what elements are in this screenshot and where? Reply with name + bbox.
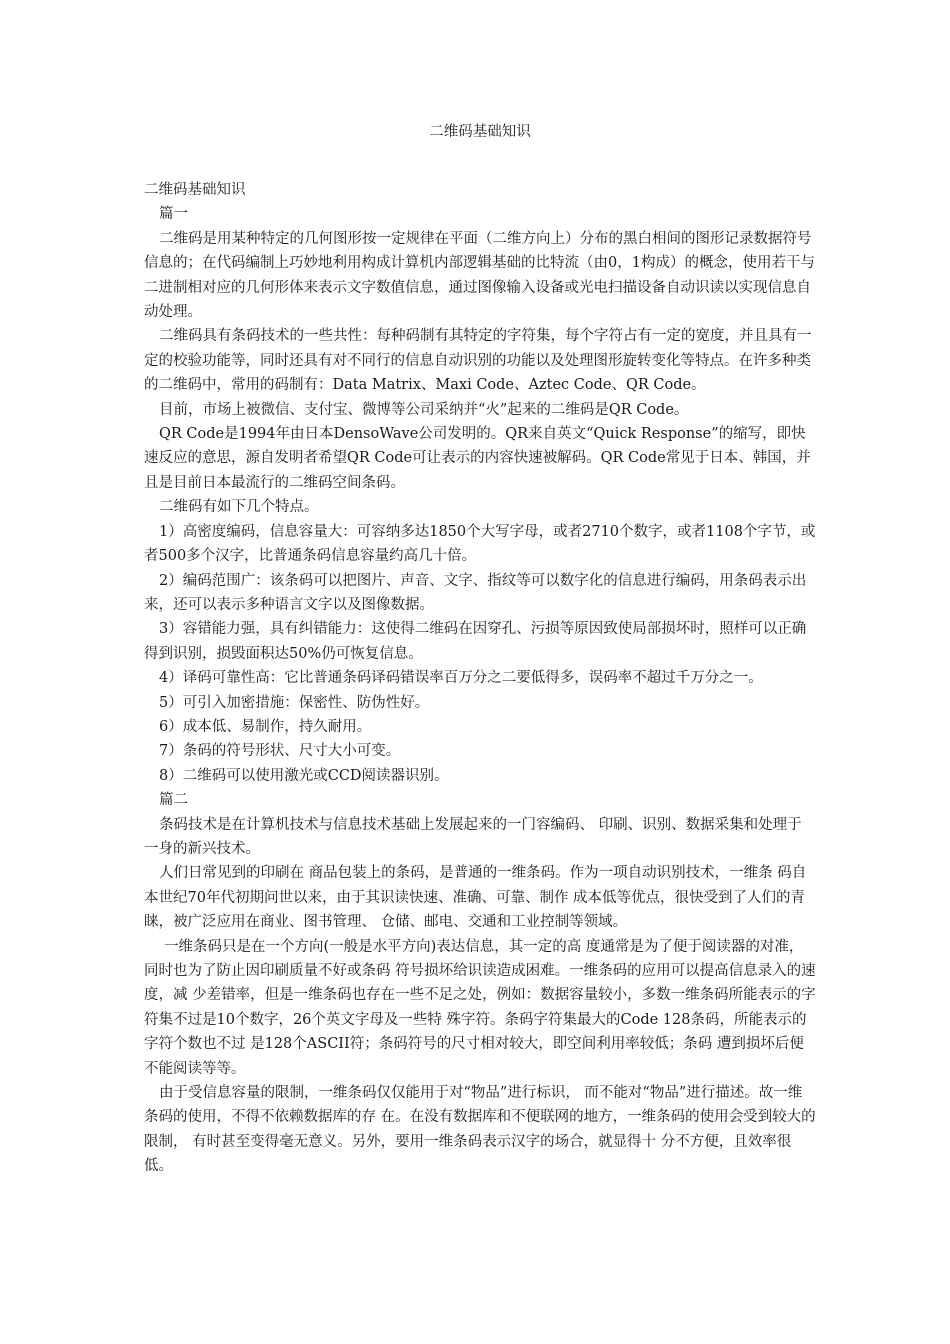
paragraph-1d-barcode: 人们日常见到的印刷在 商品包装上的条码，是普通的一维条码。作为一项自动识别技术，一维条 码自本世纪70年代初期问世以来，由于其识读快速、准确、可靠、制作 成本低等优点，很快受到了人们的青睐，被广泛应用在商业、图书管理、 仓储、邮电、交通和工业控制等领域。 xyxy=(144,865,807,931)
feature-item-3: 3）容错能力强，具有纠错能力：这使得二维码在因穿孔、污损等原因致使局部损坏时，照样可以正确得到识别，损毁面积达50%仍可恢复信息。 xyxy=(144,621,807,662)
feature-item-7: 7）条码的符号形状、尺寸大小可变。 xyxy=(159,743,401,760)
paragraph-barcode-tech: 条码技术是在计算机技术与信息技术基础上发展起来的一门容编码、 印刷、识别、数据采集和处理于一身的新兴技术。 xyxy=(144,816,802,857)
section-heading: 二维码基础知识 xyxy=(144,182,246,198)
feature-item-6: 6）成本低、易制作，持久耐用。 xyxy=(159,718,372,735)
feature-item-8: 8）二维码可以使用激光或CCD阅读器识别。 xyxy=(159,767,449,784)
document-page xyxy=(144,120,816,1179)
paragraph-features-intro: 二维码有如下几个特点。 xyxy=(159,499,319,516)
paragraph-1d-limitations: 一维条码只是在一个方向(一般是水平方向)表达信息，其一定的高 度通常是为了便于阅读器的对准，同时也为了防止因印刷质量不好或条码 符号损坏给识读造成困难。一维条码的应用可以提高信息录入的速度，减 少差错率，但是一维条码也存在一些不足之处，例如：数据容量较小，多数一维条码所能表示的字符集不过是10个数字，26个英文字母及一些特 殊字符。条码字符集最大的Code 128条码，所能表示的字符个数也不过 是128个ASCII符；条码符号的尺寸相对较大，即空间利用率较低；条码 遭到损坏后便不能阅读等等。 xyxy=(144,938,816,1077)
feature-item-2: 2）编码范围广：该条码可以把图片、声音、文字、指纹等可以数字化的信息进行编码，用条码表示出来，还可以表示多种语言文字以及图像数据。 xyxy=(144,572,807,613)
feature-item-5: 5）可引入加密措施：保密性、防伪性好。 xyxy=(159,694,430,711)
paragraph-definition: 二维码是用某种特定的几何图形按一定规律在平面（二维方向上）分布的黑白相间的图形记录数据符号信息的；在代码编制上巧妙地利用构成计算机内部逻辑基础的比特流（由0，1构成）的概念，使用若干与二进制相对应的几何形体来表示文字数值信息，通过图像输入设备或光电扫描设备自动识读以实现信息自动处理。 xyxy=(144,230,815,321)
paragraph-qr-origin: QR Code是1994年由日本DensoWave公司发明的。QR来自英文“Quick Response”的缩写，即快速反应的意思，源自发明者希望QR Code可让表示的内容快速被解码。QR Code常见于日本、韩国，并且是目前日本最流行的二维码空间条码。 xyxy=(144,426,811,491)
part-heading-2: 篇二 xyxy=(159,792,188,809)
part-heading-1: 篇一 xyxy=(159,206,188,223)
feature-item-1: 1）高密度编码，信息容量大：可容纳多达1850个大写字母，或者2710个数字，或者1108个字节，或者500多个汉字，比普通条码信息容量约高几十倍。 xyxy=(144,523,816,565)
paragraph-capacity-limit: 由于受信息容量的限制，一维条码仅仅能用于对“物品”进行标识， 而不能对“物品”进行描述。故一维条码的使用，不得不依赖数据库的存 在。在没有数据库和不便联网的地方，一维条码的使用会受到较大的限制， 有时甚至变得毫无意义。另外，要用一维条码表示汉字的场合，就显得十 分不方便，且效率很低。 xyxy=(144,1085,816,1175)
paragraph-qr-popular: 目前，市场上被微信、支付宝、微博等公司采纳并“火”起来的二维码是QR Code。 xyxy=(159,401,689,418)
feature-item-4: 4）译码可靠性高：它比普通条码译码错误率百万分之二要低得多，误码率不超过千万分之一。 xyxy=(159,670,763,687)
paragraph-common-traits: 二维码具有条码技术的一些共性：每种码制有其特定的字符集，每个字符占有一定的宽度，并且具有一定的校验功能等，同时还具有对不同行的信息自动识别的功能以及处理图形旋转变化等特点。在许多种类的二维码中，常用的码制有：Data Matrix、Maxi Code、Aztec Code、QR Code。 xyxy=(144,328,812,394)
document-title: 二维码基础知识 xyxy=(429,124,531,140)
